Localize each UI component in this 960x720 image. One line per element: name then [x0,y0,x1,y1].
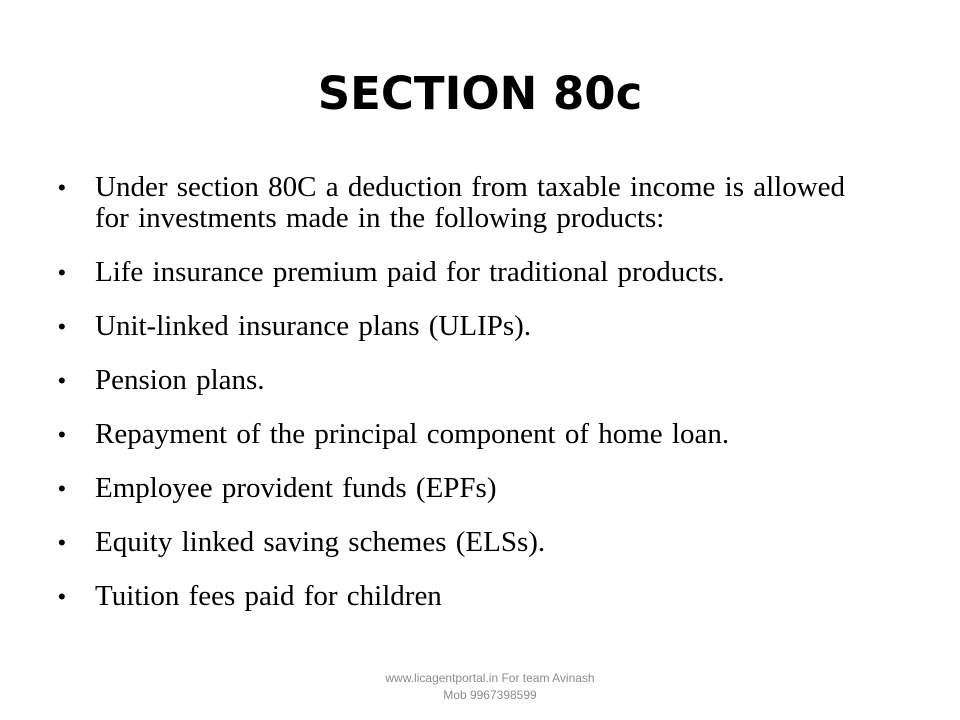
slide-title: SECTION 80c [317,67,643,120]
bullet-text: Pension plans. [95,364,265,396]
bullet-item [58,365,878,396]
bullet-list [58,172,878,635]
bullet-item [58,419,878,450]
bullet-item [58,581,878,612]
bullet-dot-icon: • [58,314,66,339]
bullet-text: Repayment of the principal component of home loan. [95,418,730,450]
bullet-dot-icon: • [58,260,66,285]
bullet-item [58,172,878,234]
bullet-text: Employee provident funds (EPFs) [95,472,497,504]
bullet-text: Unit-linked insurance plans (ULIPs). [95,310,532,342]
bullet-item [58,473,878,504]
bullet-dot-icon: • [58,175,66,200]
bullet-dot-icon: • [58,368,66,393]
bullet-dot-icon: • [58,476,66,501]
bullet-item [58,257,878,288]
bullet-text: Life insurance premium paid for traditional products. [95,256,725,288]
slide-footer [340,670,640,704]
bullet-text: Tuition fees paid for children [95,580,442,612]
bullet-dot-icon: • [58,584,66,609]
footer-phone-line: Mob 9967398599 [443,688,537,702]
bullet-item [58,527,878,558]
bullet-dot-icon: • [58,530,66,555]
bullet-item [58,311,878,342]
footer-website-line: www.licagentportal.in For team Avinash [385,671,595,685]
bullet-text: Equity linked saving schemes (ELSs). [95,526,546,558]
bullet-dot-icon: • [58,422,66,447]
bullet-text: Under section 80C a deduction from taxable income is allowed for investments made in the following products: [95,171,846,234]
